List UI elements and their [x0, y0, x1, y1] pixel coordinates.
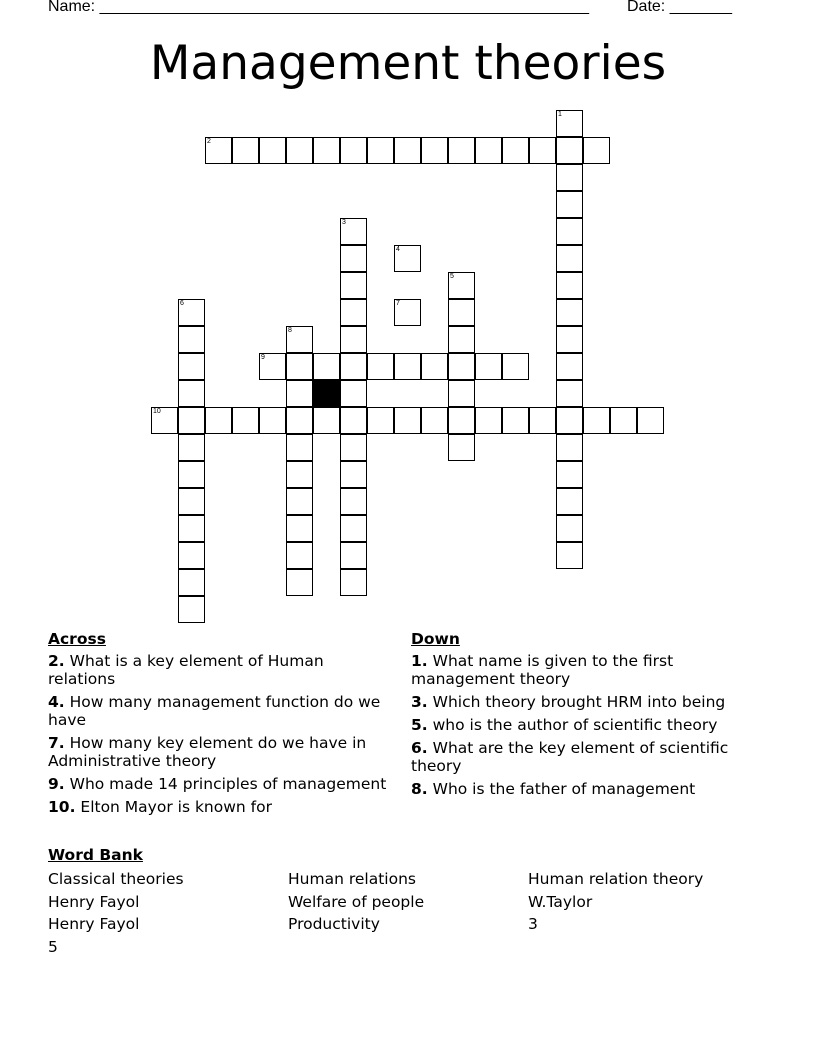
clue-text: What are the key element of scientific theory	[411, 739, 729, 775]
grid-cell[interactable]	[340, 245, 367, 272]
grid-cell[interactable]	[448, 299, 475, 326]
grid-cell[interactable]	[556, 164, 583, 191]
grid-cell[interactable]	[205, 137, 232, 164]
grid-cell[interactable]	[178, 569, 205, 596]
grid-cell[interactable]	[394, 245, 421, 272]
grid-number: 4	[396, 246, 400, 253]
word-bank-item: Welfare of people	[288, 892, 425, 911]
grid-cell[interactable]	[502, 137, 529, 164]
name-label: Name: _______________________________________________________	[48, 0, 589, 15]
grid-cell[interactable]	[340, 515, 367, 542]
grid-number: 7	[396, 300, 400, 307]
grid-cell[interactable]	[178, 515, 205, 542]
grid-cell[interactable]	[178, 326, 205, 353]
word-bank-item: Human relation theory	[528, 870, 704, 888]
grid-cell[interactable]	[178, 353, 205, 380]
grid-cell[interactable]	[313, 407, 340, 434]
grid-cell[interactable]	[394, 137, 421, 164]
grid-cell[interactable]	[340, 542, 367, 569]
grid-cell[interactable]	[529, 137, 556, 164]
grid-cell[interactable]	[556, 110, 583, 137]
grid-cell[interactable]	[529, 407, 556, 434]
grid-cell[interactable]	[367, 353, 394, 380]
clue-number: 1.	[411, 652, 428, 670]
grid-cell[interactable]	[448, 326, 475, 353]
grid-cell[interactable]	[610, 407, 637, 434]
grid-cell[interactable]	[421, 353, 448, 380]
grid-cell[interactable]	[286, 380, 313, 407]
black-cell	[313, 380, 340, 407]
grid-cell[interactable]	[232, 137, 259, 164]
grid-cell[interactable]	[286, 461, 313, 488]
grid-cell[interactable]	[313, 137, 340, 164]
grid-cell[interactable]	[178, 380, 205, 407]
grid-cell[interactable]	[556, 380, 583, 407]
grid-cell[interactable]	[286, 434, 313, 461]
clue-item	[411, 780, 781, 798]
grid-cell[interactable]	[151, 407, 178, 434]
grid-cell[interactable]	[556, 245, 583, 272]
clue-text: How many key element do we have in Administrative theory	[48, 734, 367, 770]
clue-number: 3.	[411, 693, 428, 711]
grid-cell[interactable]	[502, 353, 529, 380]
word-bank-item: Henry Fayol	[48, 915, 140, 933]
grid-cell[interactable]	[448, 272, 475, 299]
clue-item	[48, 652, 388, 688]
clue-number: 7.	[48, 734, 65, 752]
down-heading: Down	[411, 630, 460, 648]
grid-cell[interactable]	[583, 407, 610, 434]
grid-cell[interactable]	[286, 569, 313, 596]
clue-item	[411, 693, 781, 711]
word-bank-item: W.Taylor	[528, 892, 593, 911]
grid-cell[interactable]	[340, 569, 367, 596]
grid-cell[interactable]	[556, 515, 583, 542]
grid-cell[interactable]	[178, 461, 205, 488]
grid-cell[interactable]	[556, 461, 583, 488]
grid-cell[interactable]	[286, 488, 313, 515]
grid-cell[interactable]	[178, 488, 205, 515]
clue-number: 2.	[48, 652, 65, 670]
clue-text: Who made 14 principles of management	[64, 775, 387, 793]
grid-cell[interactable]	[340, 407, 367, 434]
grid-number: 8	[288, 327, 292, 334]
grid-cell[interactable]	[556, 434, 583, 461]
grid-cell[interactable]	[178, 542, 205, 569]
clue-text: Which theory brought HRM into being	[427, 693, 726, 711]
grid-cell[interactable]	[286, 353, 313, 380]
clue-text: How many management function do we have	[48, 693, 381, 729]
clue-item	[48, 734, 388, 770]
grid-cell[interactable]	[340, 299, 367, 326]
clue-item	[411, 716, 781, 734]
grid-cell[interactable]	[178, 407, 205, 434]
grid-cell[interactable]	[178, 596, 205, 623]
grid-cell[interactable]	[421, 407, 448, 434]
grid-cell[interactable]	[556, 272, 583, 299]
grid-cell[interactable]	[556, 542, 583, 569]
clue-number: 9.	[48, 775, 65, 793]
grid-number: 6	[180, 300, 184, 307]
across-clues	[48, 630, 388, 821]
clue-number: 10.	[48, 798, 76, 816]
word-bank-item: Human relations	[288, 870, 416, 888]
grid-cell[interactable]	[340, 272, 367, 299]
grid-cell[interactable]	[232, 407, 259, 434]
grid-cell[interactable]	[556, 488, 583, 515]
word-bank-heading: Word Bank	[48, 846, 143, 864]
grid-cell[interactable]	[637, 407, 664, 434]
grid-cell[interactable]	[286, 407, 313, 434]
clue-number: 6.	[411, 739, 428, 757]
grid-cell[interactable]	[340, 353, 367, 380]
grid-cell[interactable]	[259, 353, 286, 380]
grid-number: 1	[558, 111, 562, 118]
grid-cell[interactable]	[475, 353, 502, 380]
grid-cell[interactable]	[475, 407, 502, 434]
grid-cell[interactable]	[367, 407, 394, 434]
grid-cell[interactable]	[340, 137, 367, 164]
grid-cell[interactable]	[340, 488, 367, 515]
grid-cell[interactable]	[178, 299, 205, 326]
grid-cell[interactable]	[502, 407, 529, 434]
word-bank-item: 3	[528, 915, 538, 933]
clue-number: 4.	[48, 693, 65, 711]
grid-cell[interactable]	[205, 407, 232, 434]
grid-cell[interactable]	[340, 461, 367, 488]
grid-cell[interactable]	[340, 326, 367, 353]
grid-cell[interactable]	[340, 218, 367, 245]
grid-cell[interactable]	[340, 434, 367, 461]
grid-number: 5	[450, 273, 454, 280]
clue-text: What name is given to the first management theory	[411, 652, 674, 688]
grid-cell[interactable]	[286, 515, 313, 542]
clue-number: 5.	[411, 716, 428, 734]
grid-cell[interactable]	[313, 353, 340, 380]
grid-cell[interactable]	[556, 137, 583, 164]
date-label: Date: _______	[627, 0, 732, 15]
clue-text: who is the author of scientific theory	[427, 716, 718, 734]
word-bank-item: 5	[48, 937, 58, 956]
clue-item	[411, 652, 781, 688]
grid-cell[interactable]	[286, 326, 313, 353]
grid-cell[interactable]	[583, 137, 610, 164]
grid-number: 2	[207, 138, 211, 145]
grid-cell[interactable]	[448, 380, 475, 407]
grid-cell[interactable]	[259, 407, 286, 434]
grid-cell[interactable]	[178, 434, 205, 461]
grid-cell[interactable]	[259, 137, 286, 164]
grid-cell[interactable]	[448, 137, 475, 164]
grid-cell[interactable]	[556, 299, 583, 326]
grid-cell[interactable]	[448, 407, 475, 434]
down-clues	[411, 630, 781, 803]
grid-cell[interactable]	[556, 218, 583, 245]
word-bank-item: Henry Fayol	[48, 892, 140, 911]
word-bank-item: Productivity	[288, 915, 380, 933]
grid-number: 3	[342, 219, 346, 226]
clue-item	[48, 775, 388, 793]
grid-cell[interactable]	[448, 434, 475, 461]
grid-cell[interactable]	[340, 380, 367, 407]
grid-cell[interactable]	[556, 353, 583, 380]
grid-cell[interactable]	[286, 137, 313, 164]
grid-cell[interactable]	[448, 353, 475, 380]
word-bank-item: Classical theories	[48, 870, 184, 888]
grid-cell[interactable]	[367, 137, 394, 164]
grid-number: 10	[153, 408, 161, 415]
grid-cell[interactable]	[394, 353, 421, 380]
page-title: Management theories	[149, 36, 667, 91]
word-bank	[48, 868, 768, 958]
grid-cell[interactable]	[556, 326, 583, 353]
grid-cell[interactable]	[475, 137, 502, 164]
clue-number: 8.	[411, 780, 428, 798]
grid-number: 9	[261, 354, 265, 361]
grid-cell[interactable]	[286, 542, 313, 569]
clue-item	[48, 693, 388, 729]
clue-item	[48, 798, 388, 816]
across-heading: Across	[48, 630, 106, 648]
grid-cell[interactable]	[394, 299, 421, 326]
clue-text: Elton Mayor is known for	[75, 798, 272, 816]
grid-cell[interactable]	[394, 407, 421, 434]
grid-cell[interactable]	[556, 191, 583, 218]
grid-cell[interactable]	[421, 137, 448, 164]
clue-item	[411, 739, 781, 775]
clue-text: What is a key element of Human relations	[48, 652, 324, 688]
grid-cell[interactable]	[556, 407, 583, 434]
clue-text: Who is the father of management	[427, 780, 696, 798]
